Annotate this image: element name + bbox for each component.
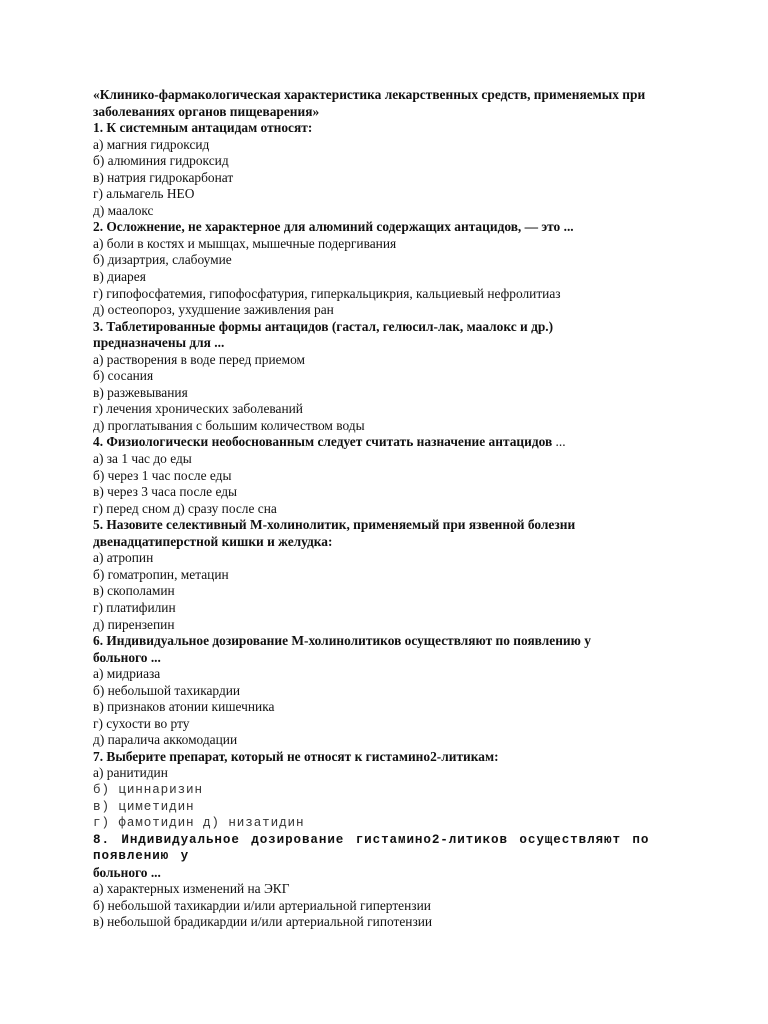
question-4-ellipsis: ... [552, 434, 566, 450]
question-6-line-2: больного ... [93, 649, 161, 665]
q6-option-d: г) сухости во рту [93, 715, 190, 731]
q6-option-e: д) паралича аккомодации [93, 732, 238, 748]
q4-option-a: а) за 1 час до еды [93, 451, 192, 467]
q5-option-c: в) скополамин [93, 583, 175, 599]
q4-option-b: б) через 1 час после еды [93, 467, 232, 483]
q7-option-b: б) циннаризин [93, 782, 203, 797]
q4-option-c: в) через 3 часа после еды [93, 484, 238, 500]
q3-option-b: б) сосания [93, 368, 154, 384]
q2-option-a: а) боли в костях и мышцах, мышечные подергивания [93, 235, 397, 251]
question-4 [93, 434, 733, 451]
q1-option-a: а) магния гидроксид [93, 136, 210, 152]
question-8: 8. Индивидуальное дозирование гистамино2-литиков осуществляют по появлению у [93, 832, 650, 864]
q2-option-b: б) дизартрия, слабоумие [93, 252, 232, 268]
q2-option-c: в) диарея [93, 269, 146, 285]
question-5-line-1: 5. Назовите селективный М-холинолитик, применяемый при язвенной болезни [93, 517, 576, 533]
question-7: 7. Выберите препарат, который не относят к гистамино2-литикам: [93, 748, 499, 764]
q1-option-e: д) маалокс [93, 202, 154, 218]
question-2: 2. Осложнение, не характерное для алюминий содержащих антацидов, — это ... [93, 219, 574, 235]
q5-option-e: д) пирензепин [93, 616, 175, 632]
document-title: «Клинико-фармакологическая характеристика лекарственных средств, применяемых при заболеваниях органов пищеварения» [93, 87, 646, 119]
q8-option-b: б) небольшой тахикардии и/или артериальной гипертензии [93, 897, 431, 913]
q7-option-d: г) фамотидин д) низатидин [93, 816, 305, 831]
q6-option-a: а) мидриаза [93, 666, 161, 682]
q4-option-d: г) перед сном д) сразу после сна [93, 500, 277, 516]
q3-option-a: а) растворения в воде перед приемом [93, 351, 305, 367]
q8-option-c: в) небольшой брадикардии и/или артериальной гипотензии [93, 914, 433, 930]
q5-option-b: б) гоматропин, метацин [93, 566, 229, 582]
question-8-end: больного ... [93, 864, 161, 880]
question-3-line-2: предназначены для ... [93, 335, 225, 351]
q2-option-e: д) остеопороз, ухудшение заживления ран [93, 302, 334, 318]
q5-option-a: а) атропин [93, 550, 154, 566]
q3-option-e: д) проглатывания с большим количеством воды [93, 417, 365, 433]
q3-option-d: г) лечения хронических заболеваний [93, 401, 303, 417]
q7-option-a: а) ранитидин [93, 765, 168, 781]
question-4-text: 4. Физиологически необоснованным следует считать назначение антацидов [93, 434, 553, 450]
question-5-line-2: двенадцатиперстной кишки и желудка: [93, 533, 333, 549]
document-page [93, 87, 733, 931]
question-3-line-1: 3. Таблетированные формы антацидов (гастал, гелюсил-лак, маалокс и др.) [93, 318, 554, 334]
q1-option-b: б) алюминия гидроксид [93, 153, 229, 169]
q1-option-c: в) натрия гидрокарбонат [93, 169, 234, 185]
q2-option-d: г) гипофосфатемия, гипофосфатурия, гиперкальцикрия, кальциевый нефролитиаз [93, 285, 561, 301]
q6-option-b: б) небольшой тахикардии [93, 682, 241, 698]
q7-option-c: в) циметидин [93, 799, 195, 814]
q1-option-d: г) альмагель НЕО [93, 186, 195, 202]
q5-option-d: г) платифилин [93, 599, 176, 615]
q6-option-c: в) признаков атонии кишечника [93, 699, 275, 715]
question-6-line-1: 6. Индивидуальное дозирование М-холинолитиков осуществляют по появлению у [93, 633, 591, 649]
q3-option-c: в) разжевывания [93, 384, 188, 400]
q8-option-a: а) характерных изменений на ЭКГ [93, 881, 290, 897]
question-1: 1. К системным антацидам относят: [93, 120, 313, 136]
